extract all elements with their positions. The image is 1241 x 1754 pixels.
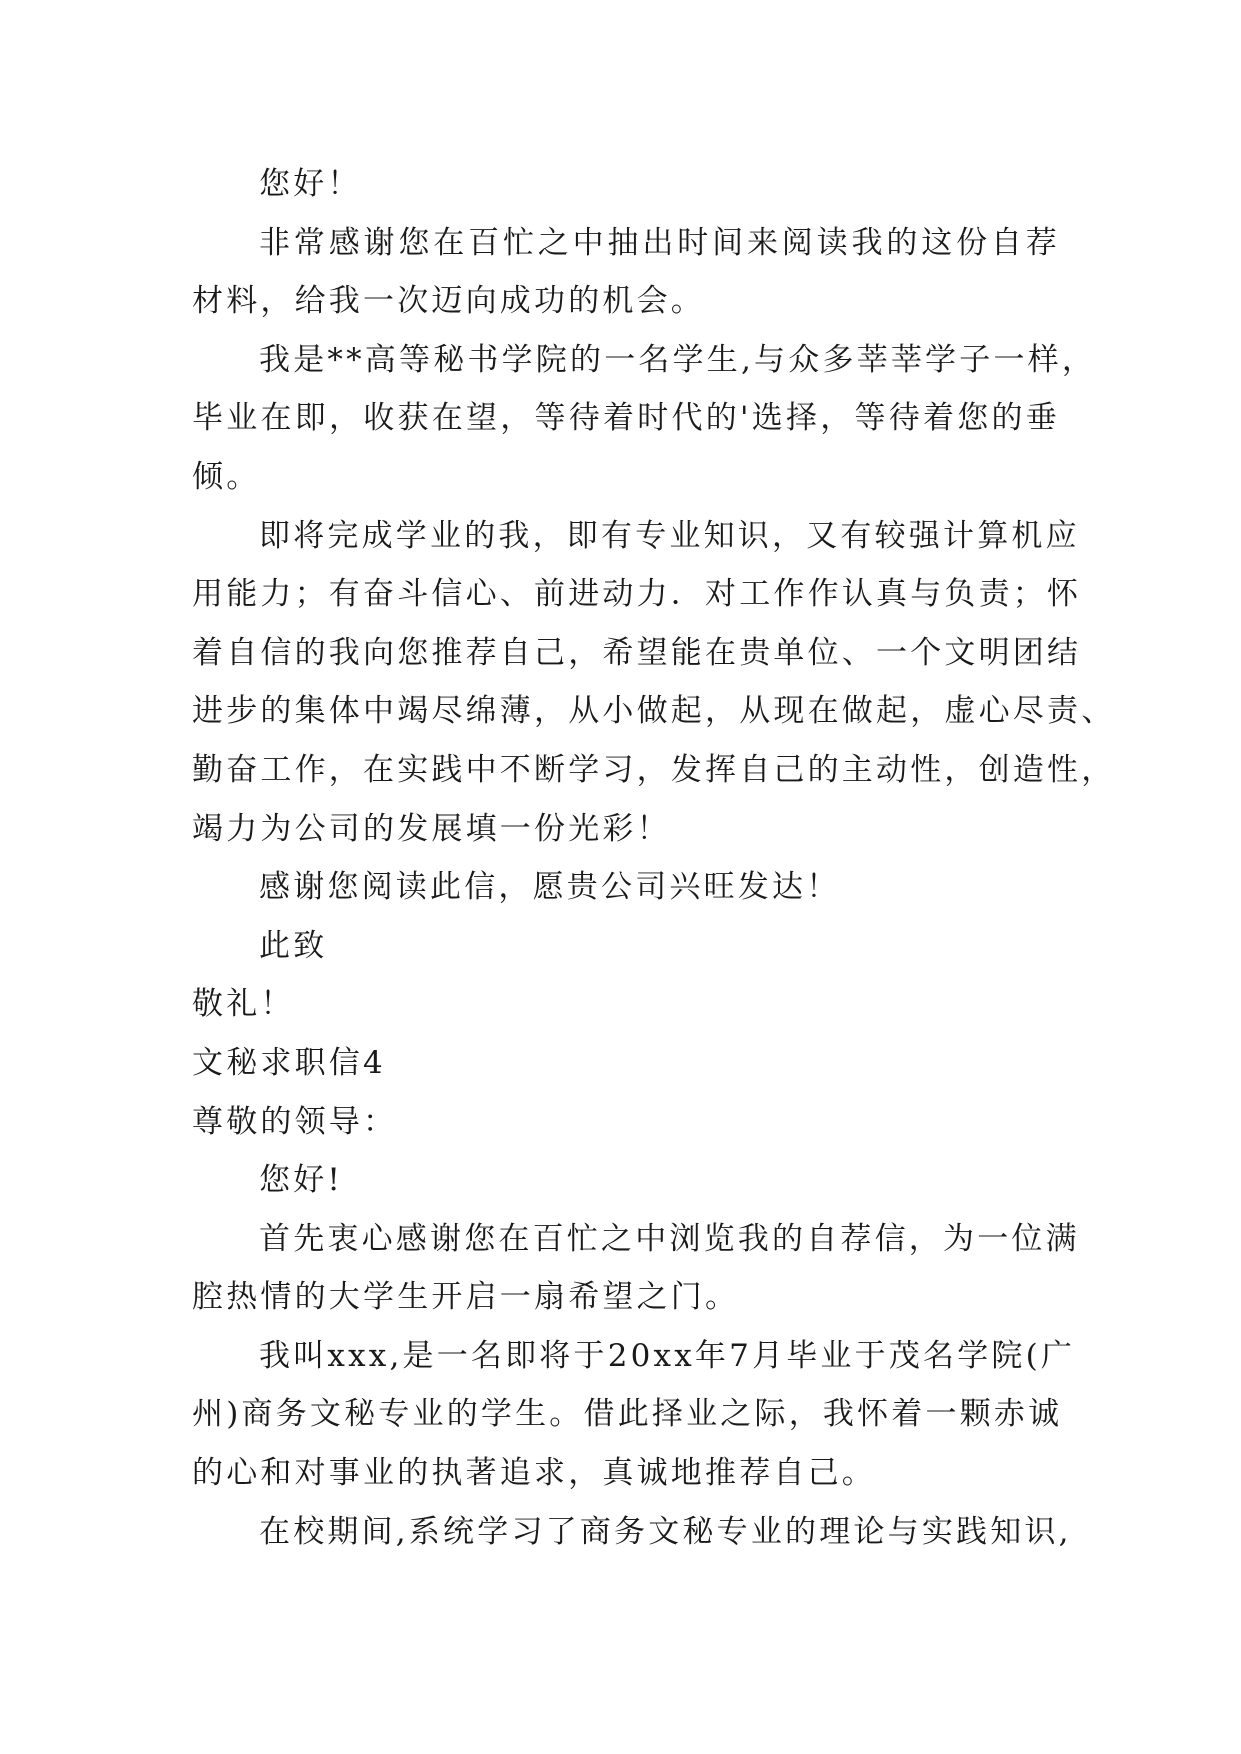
body-line: 腔热情的大学生开启一扇希望之门。 (192, 1279, 740, 1316)
body-line: 倾。 (192, 458, 261, 495)
body-line: 非常感谢您在百忙之中抽出时间来阅读我的这份自荐 (259, 224, 1060, 261)
body-line: 我叫xxx,是一名即将于20xx年7月毕业于茂名学院(广 (259, 1337, 1076, 1374)
greeting-line: 您好！ (259, 166, 362, 202)
body-line: 州)商务文秘专业的学生。借此择业之际，我怀着一颗赤诚 (192, 1396, 1063, 1433)
greeting-line: 您好! (259, 1162, 344, 1199)
salutation-line: 此致 (259, 927, 328, 964)
body-line: 勤奋工作，在实践中不断学习，发挥自己的主动性，创造性， (192, 751, 1116, 788)
closing-line: 感谢您阅读此信，愿贵公司兴旺发达！ (259, 869, 841, 906)
body-line: 首先衷心感谢您在百忙之中浏览我的自荐信，为一位满 (259, 1220, 1080, 1257)
body-line: 竭力为公司的发展填一份光彩！ (192, 810, 671, 847)
body-line: 毕业在即，收获在望，等待着时代的'选择，等待着您的垂 (192, 400, 1060, 437)
body-line: 进步的集体中竭尽绵薄，从小做起，从现在做起，虚心尽责、 (192, 693, 1116, 730)
letter-body (192, 155, 1116, 1561)
body-line: 即将完成学业的我，即有专业知识，又有较强计算机应 (259, 517, 1080, 554)
body-line: 的心和对事业的执著追求，真诚地推荐自己。 (192, 1455, 876, 1492)
body-line: 着自信的我向您推荐自己，希望能在贵单位、一个文明团结 (192, 634, 1082, 671)
body-line: 用能力；有奋斗信心、前进动力．对工作作认真与负责；怀 (192, 576, 1082, 613)
body-line: 在校期间,系统学习了商务文秘专业的理论与实践知识, (259, 1513, 1072, 1550)
salutation-line: 敬礼！ (192, 986, 295, 1023)
section-title: 文秘求职信4 (192, 1044, 386, 1081)
addressee-line: 尊敬的领导： (192, 1103, 398, 1140)
body-line: 材料，给我一次迈向成功的机会。 (192, 283, 705, 320)
body-line: 我是**高等秘书学院的一名学生,与众多莘莘学子一样， (259, 341, 1097, 378)
